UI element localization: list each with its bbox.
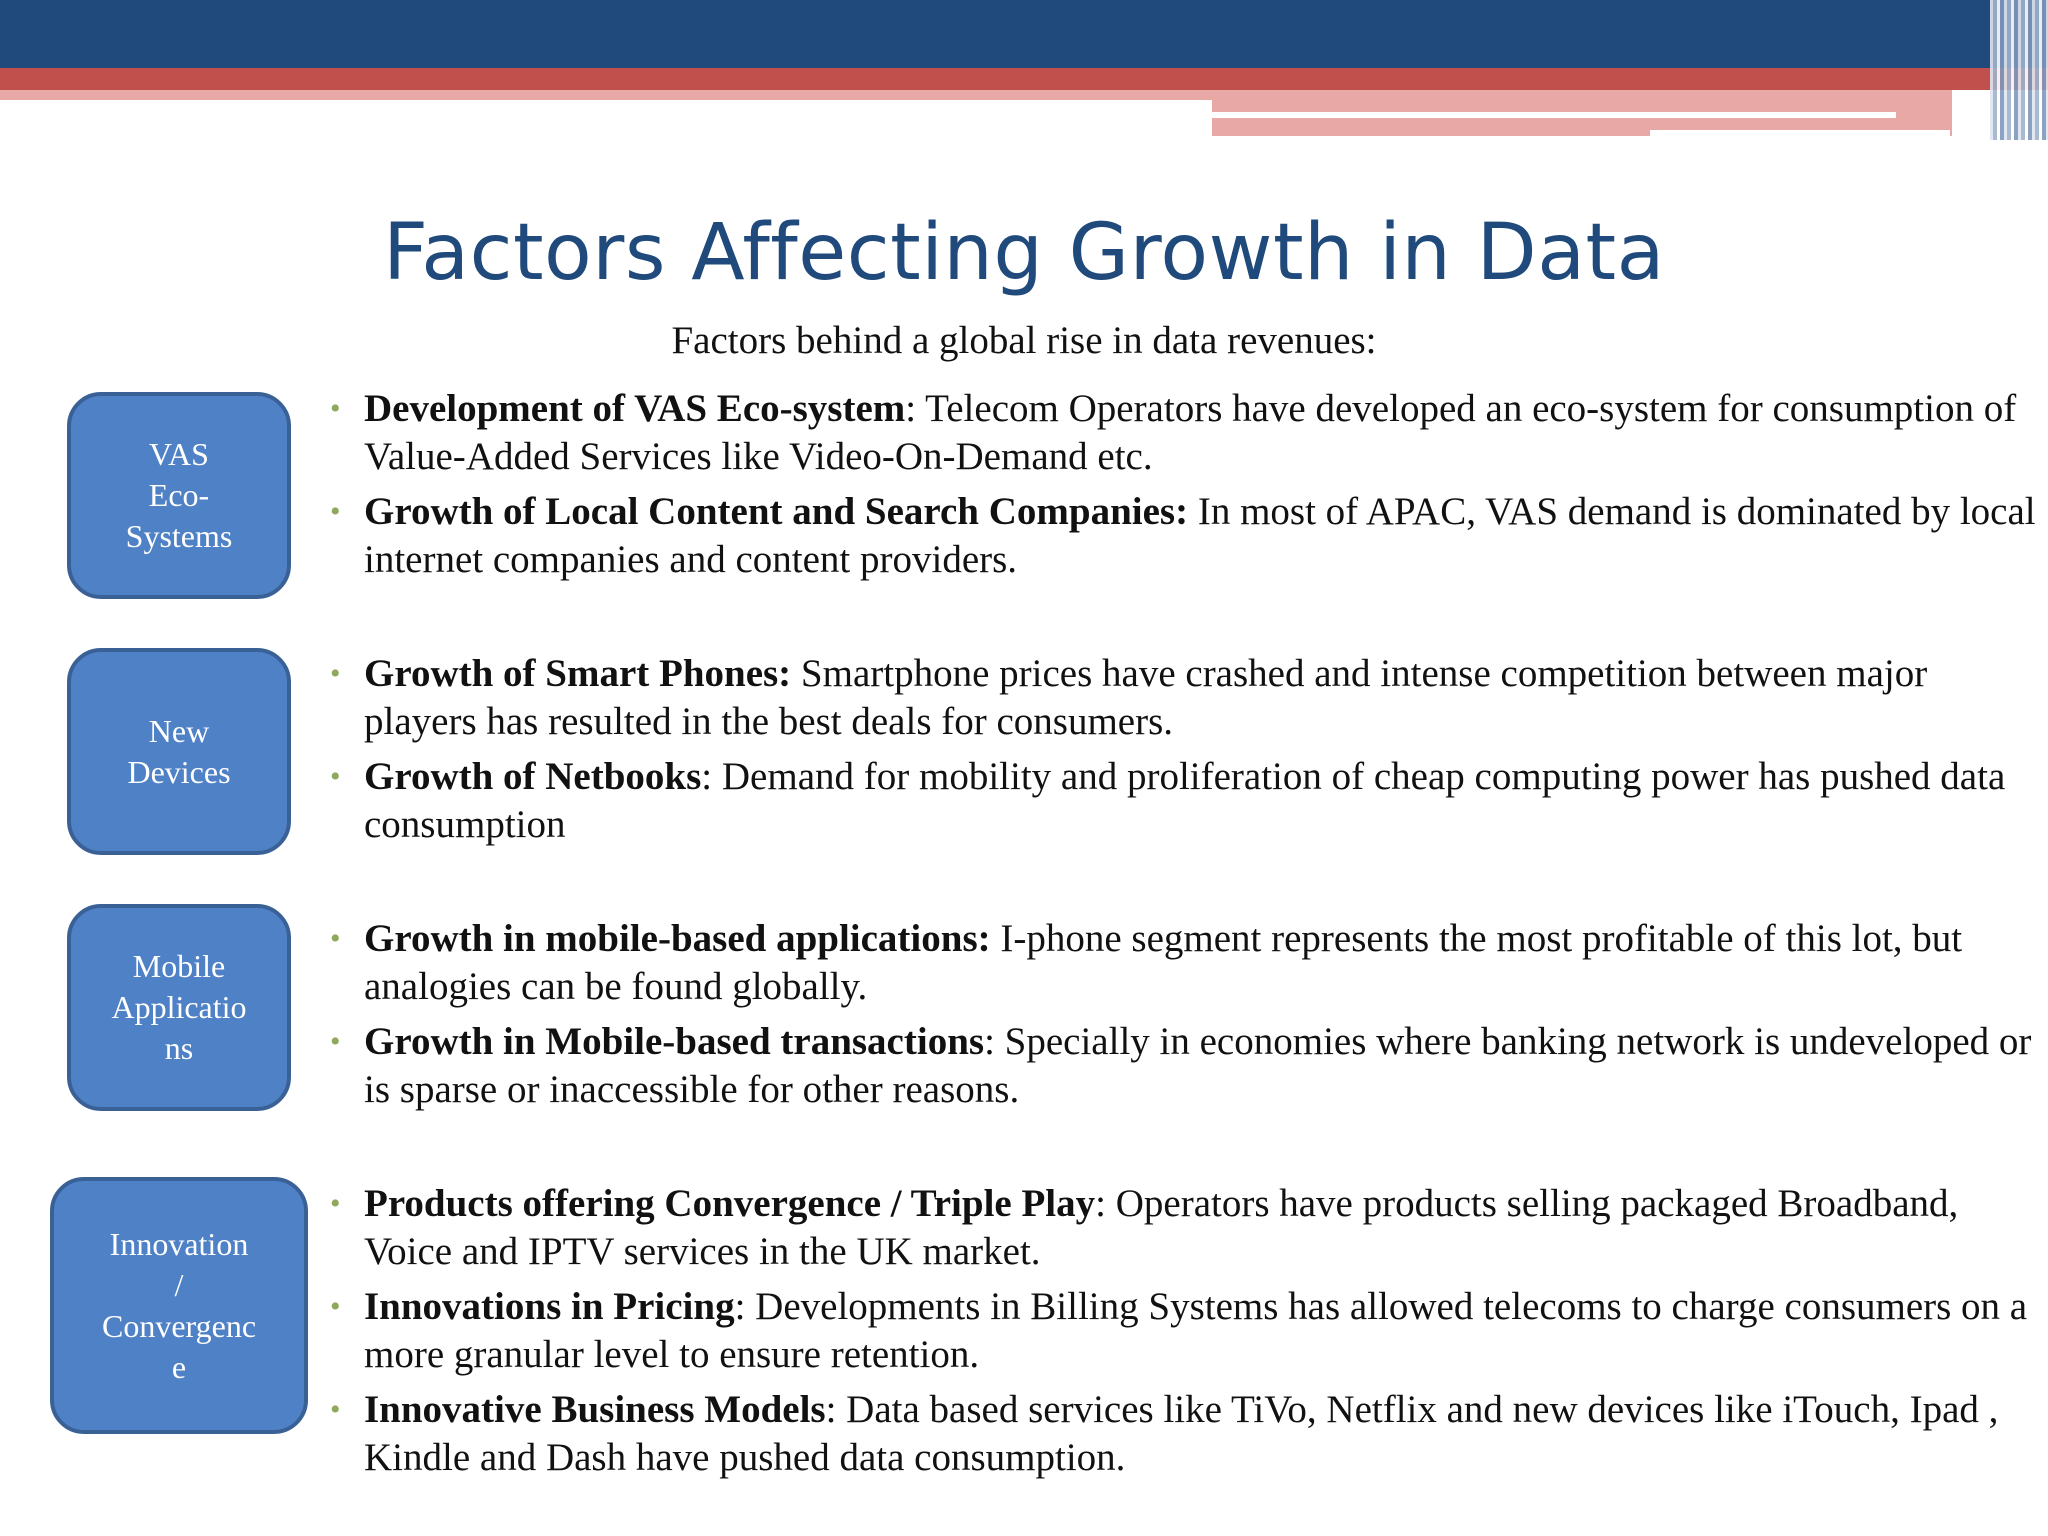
- category-box-innovation-convergence: [50, 1177, 308, 1434]
- bullet-item: [330, 1180, 2040, 1276]
- bullet-item: [330, 1018, 2040, 1114]
- category-box-new-devices: [67, 648, 291, 855]
- header-accent-line: [1212, 112, 1896, 118]
- bullet-heading: Development of VAS Eco-system: [364, 387, 906, 430]
- category-box-mobile-applications: [67, 904, 291, 1111]
- bullet-item: [330, 915, 2040, 1011]
- header-band-blue: [0, 0, 2048, 68]
- bullet-text: In most of APAC, VAS demand is dominated by local internet companies and content providers.: [364, 490, 2036, 581]
- bullet-text: I-phone segment represents the most profitable of this lot, but analogies can be found globally.: [364, 917, 1963, 1008]
- category-label: New Devices: [127, 712, 231, 790]
- category-box-vas: [67, 392, 291, 599]
- bullet-heading: Growth in Mobile-based transactions: [364, 1020, 985, 1063]
- bullet-list-new-devices: [330, 650, 2040, 856]
- bullet-text: : Specially in economies where banking network is undeveloped or is sparse or inaccessible for other reasons.: [364, 1020, 2032, 1111]
- category-label: Innovation / Convergenc e: [101, 1225, 257, 1385]
- bullet-heading: Growth in mobile-based applications:: [364, 917, 991, 960]
- bullet-heading: Growth of Local Content and Search Companies:: [364, 490, 1189, 533]
- bullet-heading: Innovations in Pricing: [364, 1285, 735, 1328]
- bullet-text: Smartphone prices have crashed and intense competition between major players has resulted in the best deals for consumers.: [364, 652, 1928, 743]
- bullet-item: [330, 1386, 2040, 1482]
- bullet-heading: Growth of Smart Phones:: [364, 652, 792, 695]
- header-stripes: [1990, 0, 2048, 140]
- bullet-item: [330, 1283, 2040, 1379]
- bullet-list-mobile-applications: [330, 915, 2040, 1121]
- bullet-text: : Developments in Billing Systems has allowed telecoms to charge consumers on a more granular level to ensure retention.: [364, 1285, 2028, 1376]
- bullet-text: : Demand for mobility and proliferation of cheap computing power has pushed data consumption: [364, 755, 2006, 846]
- category-label: VAS Eco- Systems: [125, 436, 233, 554]
- slide-subtitle: Factors behind a global rise in data revenues:: [671, 319, 1377, 362]
- bullet-text: : Telecom Operators have developed an eco-system for consumption of Value-Added Services like Video-On-Demand etc.: [364, 387, 2017, 478]
- bullet-heading: Innovative Business Models: [364, 1388, 826, 1431]
- category-label: Mobile Applicatio ns: [111, 948, 247, 1066]
- header-band-pink: [0, 90, 1212, 100]
- slide-title: Factors Affecting Growth in Data: [383, 208, 1665, 298]
- bullet-item: [330, 753, 2040, 849]
- bullet-text: : Operators have products selling packaged Broadband, Voice and IPTV services in the UK market.: [364, 1182, 1959, 1273]
- bullet-list-vas: [330, 385, 2040, 591]
- bullet-list-innovation-convergence: [330, 1180, 2040, 1489]
- bullet-item: [330, 650, 2040, 746]
- bullet-heading: Products offering Convergence / Triple Play: [364, 1182, 1096, 1225]
- bullet-item: [330, 385, 2040, 481]
- header-accent-line-2: [1650, 130, 1950, 136]
- bullet-item: [330, 488, 2040, 584]
- header-band-red: [0, 68, 2048, 90]
- bullet-text: : Data based services like TiVo, Netflix and new devices like iTouch, Ipad , Kindle and Dash have pushed data consumption.: [364, 1388, 1999, 1479]
- bullet-heading: Growth of Netbooks: [364, 755, 702, 798]
